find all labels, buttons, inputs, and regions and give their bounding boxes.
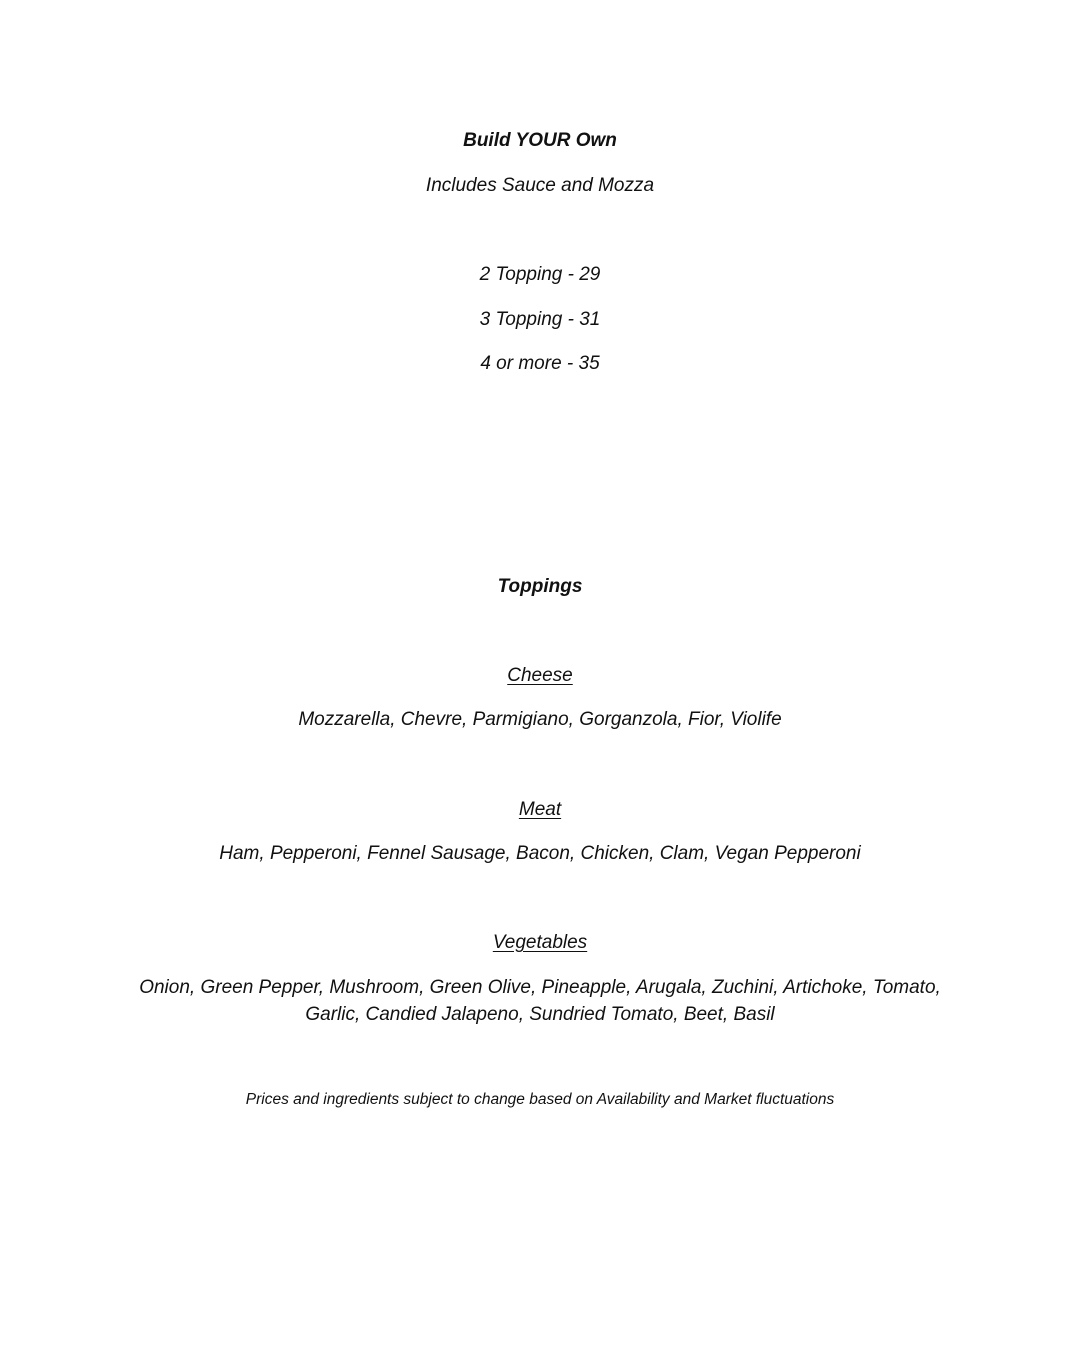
meat-items: Ham, Pepperoni, Fennel Sausage, Bacon, Chicken, Clam, Vegan Pepperoni (219, 843, 861, 864)
vegetables-heading: Vegetables (492, 932, 588, 953)
price-three-topping: 3 Topping - 31 (479, 309, 601, 330)
price-two-topping: 2 Topping - 29 (479, 264, 601, 285)
footer-note: Prices and ingredients subject to change based on Availability and Market fluctuations (245, 1091, 835, 1108)
vegetables-items-line-1: Onion, Green Pepper, Mushroom, Green Olive, Pineapple, Arugala, Zuchini, Artichoke, Tomato, (139, 977, 941, 998)
cheese-heading: Cheese (507, 665, 573, 686)
vegetables-items-line-2: Garlic, Candied Jalapeno, Sundried Tomato, Beet, Basil (305, 1004, 775, 1025)
build-your-own-subtitle: Includes Sauce and Mozza (425, 175, 655, 196)
cheese-items: Mozzarella, Chevre, Parmigiano, Gorganzola, Fior, Violife (298, 709, 782, 730)
build-your-own-title: Build YOUR Own (463, 130, 617, 151)
toppings-title: Toppings (497, 576, 583, 597)
meat-heading: Meat (518, 799, 562, 820)
price-four-or-more: 4 or more - 35 (480, 353, 600, 374)
